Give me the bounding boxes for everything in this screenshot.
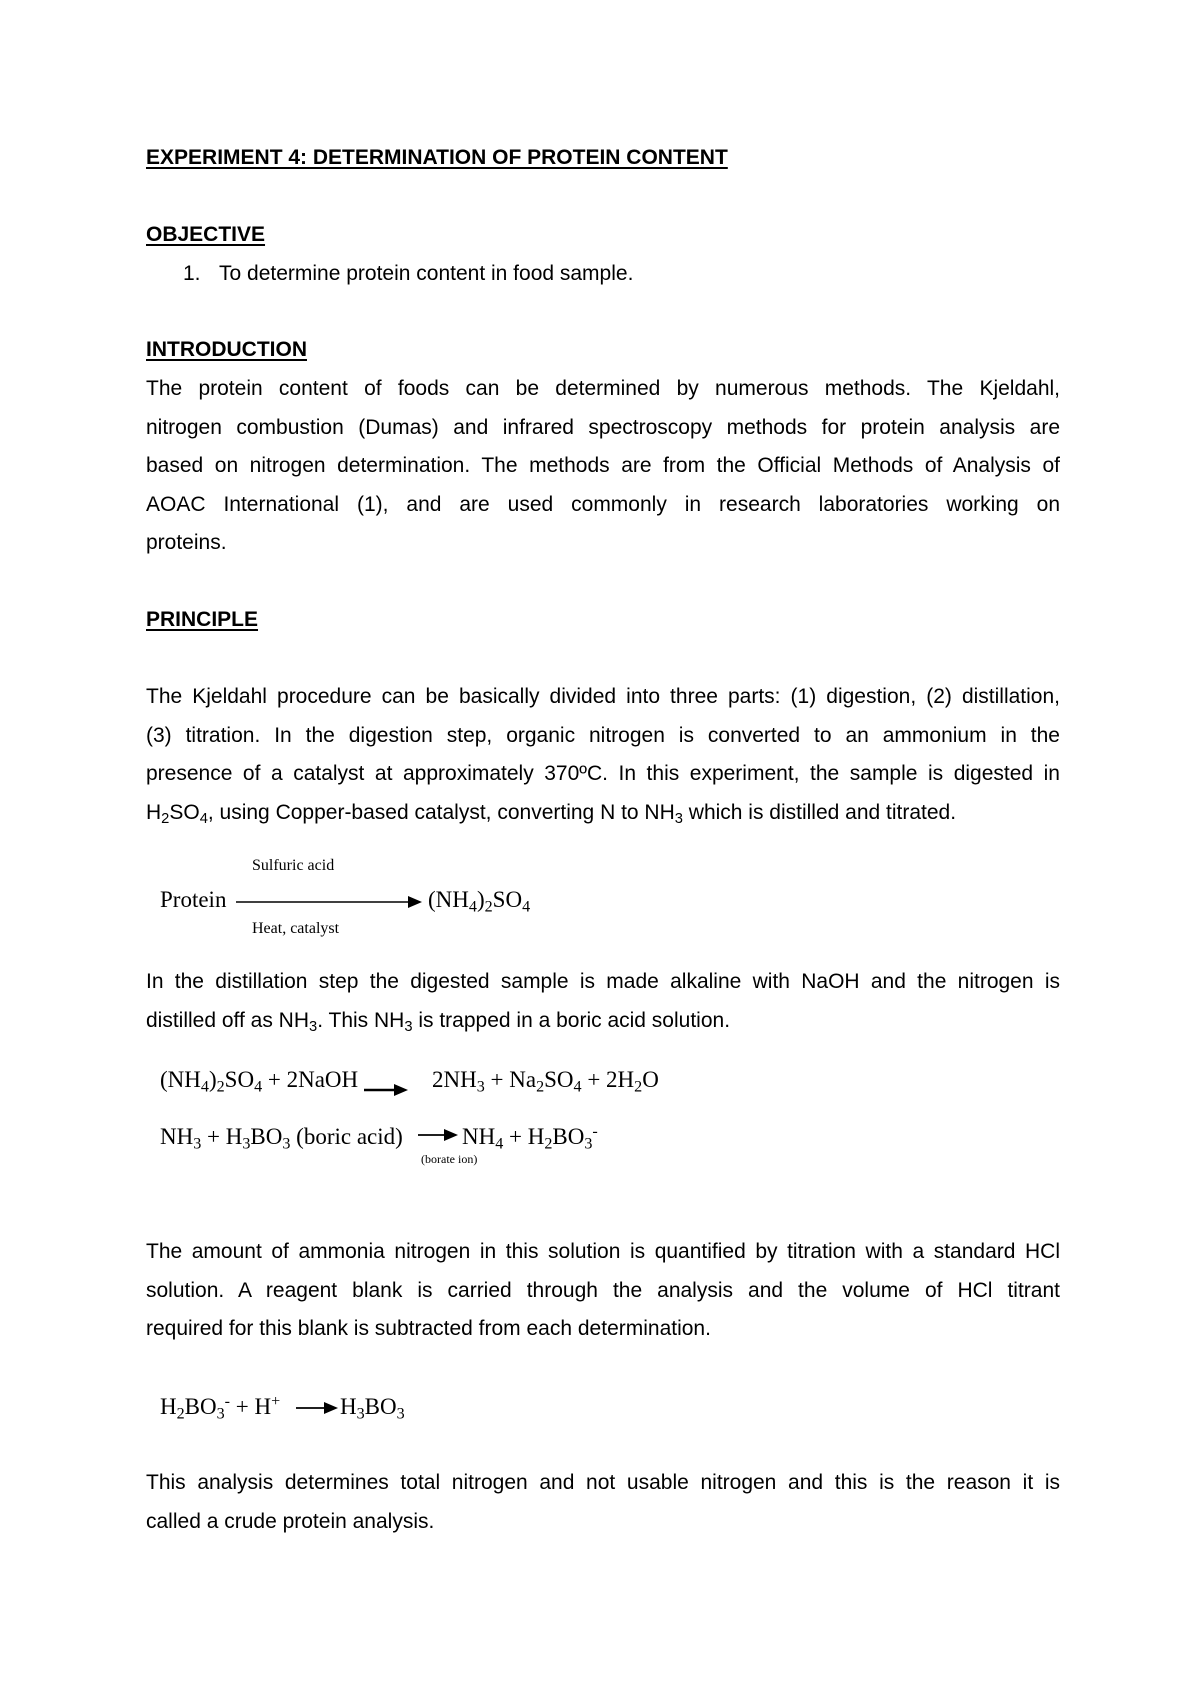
eq3-arrow-icon	[418, 1126, 458, 1144]
eq2-arrow-icon	[364, 1081, 408, 1099]
eq4-left: $H_2BO_3^- + H^+$	[160, 1392, 281, 1423]
objective-text: To determine protein content in food sample.	[219, 262, 634, 285]
eq1-below-arrow: Heat, catalyst	[252, 920, 340, 937]
intro-line: nitrogen combustion (Dumas) and infrared spectroscopy methods for protein analysis are	[146, 415, 1060, 439]
principle-paragraph-4	[146, 1464, 1060, 1541]
eq1-product: $(NH_4)_2SO_4$	[428, 887, 531, 916]
principle-paragraph-3	[146, 1233, 1060, 1349]
objective-heading: OBJECTIVE	[146, 223, 266, 246]
eq3-note: (borate ion)	[421, 1152, 478, 1166]
intro-line: proteins.	[146, 531, 227, 554]
eq3-left: $NH_3 + H_3BO_3$ (boric acid)	[160, 1124, 403, 1153]
principle-line: In the distillation step the digested sample is made alkaline with NaOH and the nitrogen is	[146, 970, 1060, 993]
principle-line-formula: $H_2SO_4$, using Copper-based catalyst, converting N to $NH_3$ which is distilled and titrated.	[146, 800, 957, 827]
eq2-right: $2NH_3 + Na_2SO_4 + 2H_2O$	[432, 1067, 659, 1096]
principle-line: This analysis determines total nitrogen and not usable nitrogen and this is the reason it is	[146, 1471, 1060, 1494]
intro-line: The protein content of foods can be determined by numerous methods. The Kjeldahl,	[146, 377, 1060, 400]
eq4-right: $H_3BO_3$	[340, 1394, 405, 1423]
principle-line-formula: distilled off as $NH_3$. This $NH_3$ is trapped in a boric acid solution.	[146, 1008, 731, 1035]
principle-heading: PRINCIPLE	[146, 608, 259, 631]
principle-paragraph-1	[146, 678, 1060, 832]
principle-line: The Kjeldahl procedure can be basically divided into three parts: (1) digestion, (2) distillation,	[146, 685, 1060, 708]
principle-line: The amount of ammonia nitrogen in this solution is quantified by titration with a standard HCl	[146, 1240, 1060, 1263]
objective-list-item	[183, 262, 633, 286]
principle-line: called a crude protein analysis.	[146, 1509, 435, 1533]
eq2-left: $(NH_4)_2SO_4$ + 2NaOH	[160, 1067, 359, 1096]
document-title: EXPERIMENT 4: DETERMINATION OF PROTEIN CONTENT	[146, 146, 728, 169]
introduction-heading: INTRODUCTION	[146, 338, 307, 361]
principle-line: required for this blank is subtracted from each determination.	[146, 1317, 711, 1340]
eq1-above-arrow: Sulfuric acid	[252, 857, 335, 874]
list-number: 1.	[183, 262, 201, 285]
principle-line: presence of a catalyst at approximately 370ºC. In this experiment, the sample is digested in	[146, 762, 1060, 785]
intro-line: AOAC International (1), and are used commonly in research laboratories working on	[146, 492, 1060, 516]
principle-line: solution. A reagent blank is carried through the analysis and the volume of HCl titrant	[146, 1278, 1060, 1302]
principle-line: (3) titration. In the digestion step, organic nitrogen is converted to an ammonium in the	[146, 723, 1060, 747]
eq1-reactant: Protein	[160, 887, 227, 912]
principle-paragraph-2	[146, 963, 1060, 1040]
intro-line: based on nitrogen determination. The methods are from the Official Methods of Analysis of	[146, 454, 1060, 477]
eq4-arrow-icon	[296, 1399, 338, 1417]
introduction-paragraph	[146, 370, 1060, 563]
eq3-right: $NH_4 + H_2BO_3^-$	[462, 1122, 598, 1153]
eq1-arrow-icon	[236, 893, 422, 911]
